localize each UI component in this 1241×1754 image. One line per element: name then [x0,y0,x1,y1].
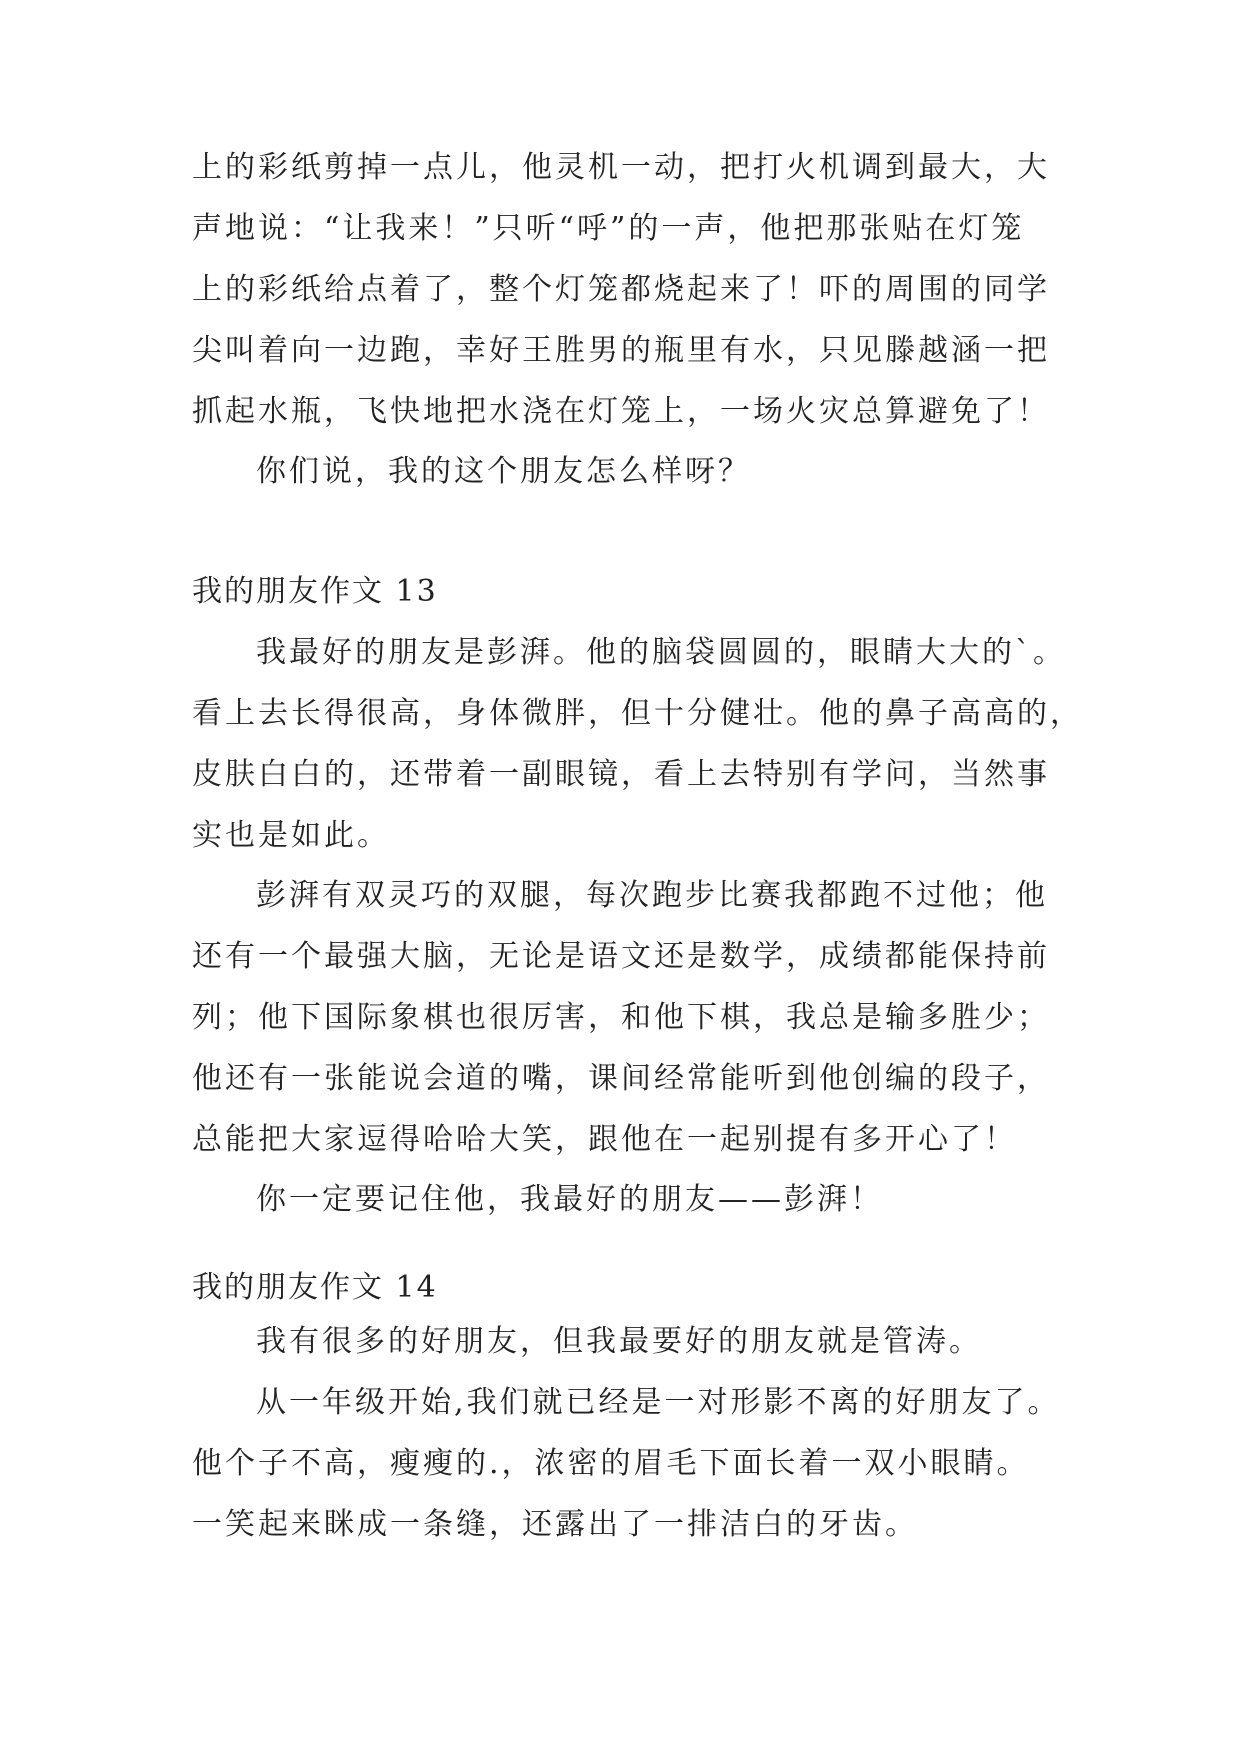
essay-title: 我的朋友作文 13 [192,574,438,609]
text-line: 他还有一张能说会道的嘴，课间经常能听到他创编的段子， [192,1061,1050,1096]
text-line: 总能把大家逗得哈哈大笑，跟他在一起别提有多开心了！ [192,1122,1017,1157]
text-line: 列；他下国际象棋也很厉害，和他下棋，我总是输多胜少； [192,1000,1050,1035]
text-line: 一笑起来眯成一条缝，还露出了一排洁白的牙齿。 [192,1507,918,1542]
text-line: 从一年级开始,我们就已经是一对形影不离的好朋友了。 [256,1385,1061,1420]
text-line: 看上去长得很高，身体微胖，但十分健壮。他的鼻子高高的， [192,696,1083,731]
text-line: 尖叫着向一边跑，幸好王胜男的瓶里有水，只见滕越涵一把 [192,333,1050,368]
text-line: 还有一个最强大脑，无论是语文还是数学，成绩都能保持前 [192,939,1050,974]
essay-title: 我的朋友作文 14 [192,1270,438,1305]
closing-line: 你们说，我的这个朋友怎么样呀？ [256,454,751,489]
text-line: 他个子不高，瘦瘦的.，浓密的眉毛下面长着一双小眼睛。 [192,1446,1030,1481]
text-line: 声地说：“让我来！”只听“呼”的一声，他把那张贴在灯笼 [192,211,1025,246]
text-line: 我最好的朋友是彭湃。他的脑袋圆圆的，眼睛大大的`。 [256,635,1066,670]
text-line: 你一定要记住他，我最好的朋友——彭湃！ [256,1182,883,1217]
text-line: 上的彩纸剪掉一点儿，他灵机一动，把打火机调到最大，大 [192,150,1050,185]
text-line: 抓起水瓶，飞快地把水浇在灯笼上，一场火灾总算避免了！ [192,394,1050,429]
text-line: 彭湃有双灵巧的双腿，每次跑步比赛我都跑不过他；他 [256,878,1048,913]
text-line: 我有很多的好朋友，但我最要好的朋友就是管涛。 [256,1324,982,1359]
text-line: 实也是如此。 [192,818,390,853]
text-line: 上的彩纸给点着了，整个灯笼都烧起来了！吓的周围的同学 [192,272,1050,307]
text-line: 皮肤白白的，还带着一副眼镜，看上去特别有学问，当然事 [192,757,1050,792]
